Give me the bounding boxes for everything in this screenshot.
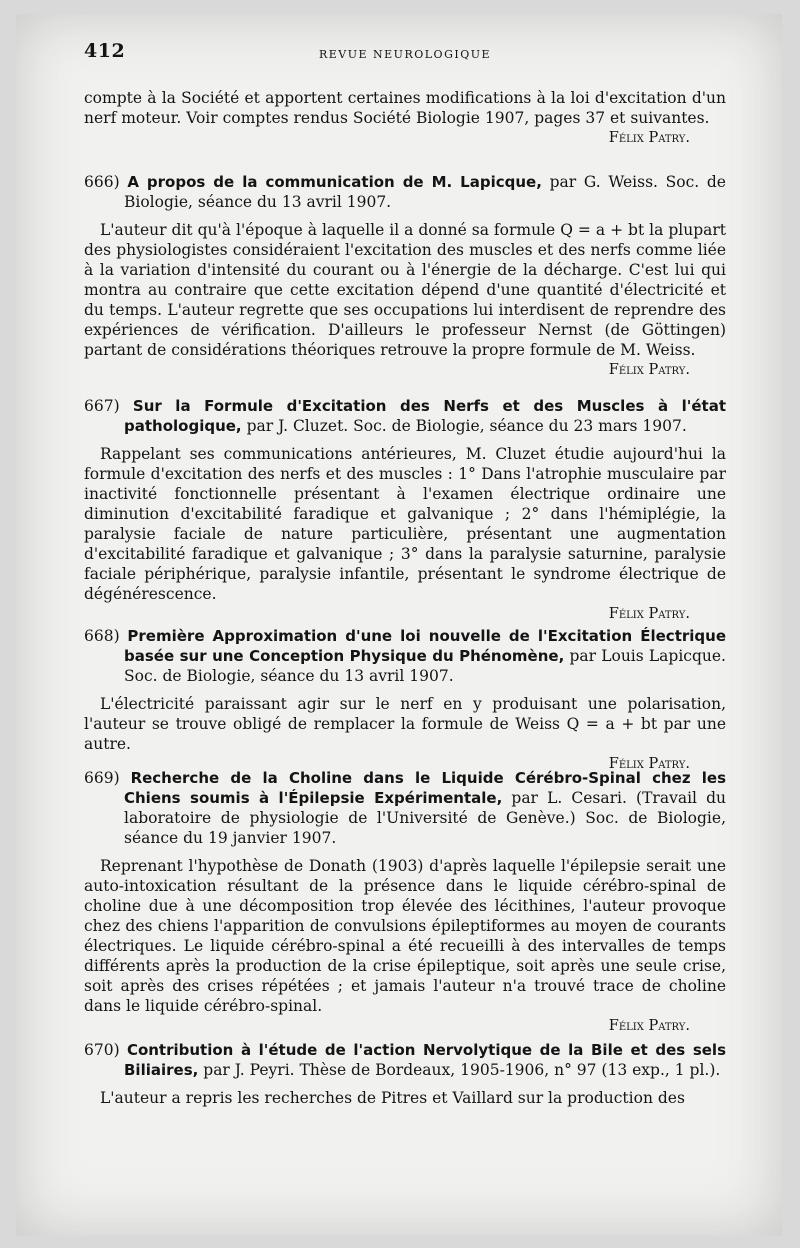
signature: Félix Patry. bbox=[608, 130, 690, 146]
entry-668 bbox=[84, 626, 726, 774]
entry-666 bbox=[84, 172, 726, 380]
entry-title: Contribution à l'étude de l'action Nervolytique de la Bile et des sels Biliaires, bbox=[124, 1041, 726, 1079]
signature: Félix Patry. bbox=[608, 362, 690, 378]
signature: Félix Patry. bbox=[608, 606, 690, 622]
entry-title: Recherche de la Choline dans le Liquide Cérébro-Spinal chez les Chiens soumis à l'Épilepsie Expérimentale, bbox=[124, 769, 726, 807]
signature: Félix Patry. bbox=[608, 756, 690, 772]
page-header bbox=[84, 40, 726, 70]
entry-number: 669) bbox=[84, 769, 120, 787]
entry-body: L'auteur a repris les recherches de Pitres et Vaillard sur la production des bbox=[100, 1089, 685, 1107]
entry-669 bbox=[84, 768, 726, 1036]
entry-citation: par G. Weiss. Soc. de Biologie, séance du 13 avril 1907. bbox=[124, 173, 726, 211]
entry-title: Première Approximation d'une loi nouvelle de l'Excitation Électrique basée sur une Conception Physique du Phénomène, bbox=[124, 627, 726, 665]
entry-body: L'auteur dit qu'à l'époque à laquelle il a donné sa formule Q = a + bt la plupart des physiologistes considéraient l'excitation des muscles et des nerfs comme liée à la variation d'intensité du courant ou à l'énergie de la décharge. C'est lui qui montra au contraire que cette excitation dépend d'une quantité d'électricité et du temps. L'auteur regrette que ses occupations lui interdisent de reprendre des expériences de vérification. D'ailleurs le professeur Nernst (de Göttingen) partant de considérations théoriques retrouve la propre formule de M. Weiss. bbox=[84, 221, 726, 359]
running-title: REVUE NEUROLOGIQUE bbox=[318, 48, 492, 61]
intro-paragraph bbox=[84, 88, 726, 148]
entry-667 bbox=[84, 396, 726, 624]
entry-number: 668) bbox=[84, 627, 120, 645]
intro-text: compte à la Société et apportent certaines modifications à la loi d'excitation d'un nerf moteur. Voir comptes rendus Société Biologie 1907, pages 37 et suivantes. bbox=[84, 89, 726, 127]
entry-heading bbox=[84, 172, 726, 212]
entry-body: Reprenant l'hypothèse de Donath (1903) d'après laquelle l'épilepsie serait une auto-intoxication résultant de la présence dans le liquide cérébro-spinal de choline due à une décomposition trop élevée des lécithines, l'auteur provoque chez des chiens l'apparition de convulsions épileptiformes au moyen de courants électriques. Le liquide cérébro-spinal a été recueilli à des intervalles de temps différents après la production de la crise épileptique, soit après une seule crise, soit après des crises répétées ; et jamais l'auteur n'a trouvé trace de choline dans le liquide cérébro-spinal. bbox=[84, 857, 726, 1015]
entry-number: 667) bbox=[84, 397, 120, 415]
entry-title: A propos de la communication de M. Lapicque, bbox=[127, 173, 542, 191]
entry-heading bbox=[84, 768, 726, 848]
entry-670 bbox=[84, 1040, 726, 1108]
entry-citation: par Louis Lapicque. Soc. de Biologie, séance du 13 avril 1907. bbox=[124, 647, 726, 685]
entry-heading bbox=[84, 396, 726, 436]
entry-number: 670) bbox=[84, 1041, 120, 1059]
entry-citation: par L. Cesari. (Travail du laboratoire de physiologie de l'Université de Genève.) Soc. de Biologie, séance du 19 janvier 1907. bbox=[124, 789, 726, 847]
signature: Félix Patry. bbox=[608, 1018, 690, 1034]
entry-heading bbox=[84, 1040, 726, 1080]
entry-citation: par J. Peyri. Thèse de Bordeaux, 1905-1906, n° 97 (13 exp., 1 pl.). bbox=[203, 1061, 721, 1079]
entry-body: Rappelant ses communications antérieures, M. Cluzet étudie aujourd'hui la formule d'excitation des nerfs et des muscles : 1° Dans l'atrophie musculaire par inactivité fonctionnelle présentant à l'examen électrique ordinaire une diminution d'excitabilité faradique et galvanique ; 2° dans l'hémiplégie, la paralysie faciale de nature particulière, présentant une augmentation d'excitabilité faradique et galvanique ; 3° dans la paralysie saturnine, paralysie faciale périphérique, paralysie infantile, présentant le syndrome électrique de dégénérescence. bbox=[84, 445, 726, 603]
entry-title: Sur la Formule d'Excitation des Nerfs et des Muscles à l'état pathologique, bbox=[124, 397, 726, 435]
entry-heading bbox=[84, 626, 726, 686]
entry-citation: par J. Cluzet. Soc. de Biologie, séance du 23 mars 1907. bbox=[246, 417, 687, 435]
entry-body: L'électricité paraissant agir sur le nerf en y produisant une polarisation, l'auteur se trouve obligé de remplacer la formule de Weiss Q = a + bt par une autre. bbox=[84, 695, 726, 753]
page-number: 412 bbox=[84, 40, 126, 62]
entry-number: 666) bbox=[84, 173, 120, 191]
